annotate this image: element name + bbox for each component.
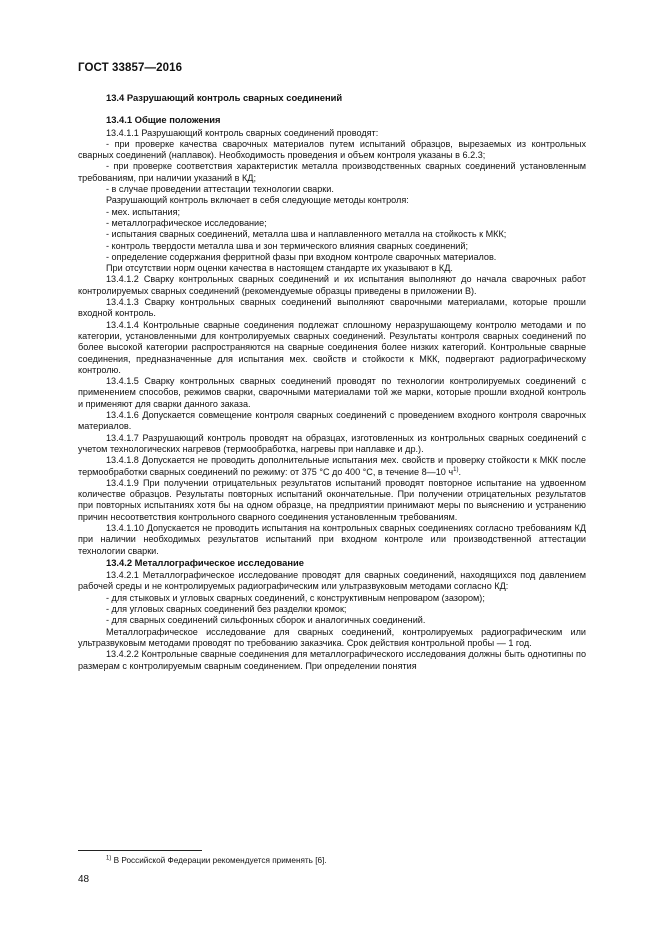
paragraph-group-metallography [78, 570, 586, 672]
paragraph-text: - мех. испытания; [106, 206, 181, 217]
footnote-text: В Российской Федерации рекомендуется применять [6]. [111, 856, 327, 865]
paragraph-tail: . [458, 466, 461, 477]
paragraph [78, 410, 586, 433]
paragraph-text: - для стыковых и угловых сварных соединений, с конструктивным непроваром (зазором); [106, 592, 485, 603]
paragraph [78, 649, 586, 672]
paragraph-text: - для угловых сварных соединений без разделки кромок; [106, 604, 347, 615]
list-item [78, 241, 586, 252]
paragraph [78, 478, 586, 523]
paragraph-text: При отсутствии норм оценки качества в настоящем стандарте их указывают в КД. [106, 263, 453, 274]
paragraph [78, 570, 586, 593]
paragraph [78, 627, 586, 650]
paragraph [78, 297, 586, 320]
paragraph-text: 13.4.1.7 Разрушающий контроль проводят на образцах, изготовленных из контрольных сварных соединений с учетом технологических нагревов (термообработка, нагревы при наплавке и др.). [78, 432, 586, 454]
footnote [78, 856, 586, 866]
paragraph [78, 274, 586, 297]
list-item [78, 604, 586, 615]
standard-header: ГОСТ 33857—2016 [78, 62, 183, 74]
list-item [78, 593, 586, 604]
list-item [78, 161, 586, 184]
paragraph-text: 13.4.2.2 Контрольные сварные соединения для металлографического исследования должны быть однотипны по размерам с контролируемым сварным соединением. При определении понятия [78, 649, 586, 671]
paragraph-text: Разрушающий контроль включает в себя следующие методы контроля: [106, 195, 409, 206]
list-item [78, 218, 586, 229]
footnote-reference: 1) [453, 466, 459, 473]
footnote-marker: 1) [106, 855, 112, 862]
document-body [78, 92, 586, 672]
list-item [78, 207, 586, 218]
list-item [78, 615, 586, 626]
paragraph [78, 195, 586, 206]
page-number: 48 [78, 874, 90, 885]
paragraph-text: - в случае проведении аттестации технологии сварки. [106, 184, 334, 195]
paragraph-text: - металлографическое исследование; [106, 217, 267, 228]
section-heading: 13.4 Разрушающий контроль сварных соединений [106, 92, 343, 103]
paragraph-text: - при проверке качества сварочных материалов путем испытаний образцов, вырезаемых из контрольных сварных соединений (наплавок). Необходимость проведения и объем контроля указаны в 6.2.3; [78, 138, 586, 161]
paragraph-group-general [78, 128, 586, 557]
paragraph [78, 523, 586, 557]
paragraph-text: 13.4.2.1 Металлографическое исследование проводят для сварных соединений, находящихся под давлением рабочей среды и не контролируемых радиографическим или ультразвуковым методами согласно КД: [78, 570, 586, 592]
paragraph [78, 320, 586, 376]
list-item [78, 184, 586, 195]
paragraph [78, 376, 586, 410]
paragraph [78, 263, 586, 274]
paragraph-text: 13.4.1.1 Разрушающий контроль сварных соединений проводят: [106, 127, 379, 138]
list-item [78, 229, 586, 240]
subsection-heading-metallography: 13.4.2 Металлографическое исследование [106, 556, 304, 568]
paragraph-text: 13.4.1.6 Допускается совмещение контроля сварных соединений с проведением входного контроля сварочных материалов. [78, 410, 586, 432]
list-item [78, 252, 586, 263]
footnote-separator [78, 850, 202, 851]
list-item [78, 139, 586, 162]
paragraph-text: 13.4.1.4 Контрольные сварные соединения подлежат сплошному неразрушающему контролю методами и по категории, установленными для контролируемых сварных соединений. Результаты контроля сварных соединений по более высокой категории распространяются на сварные соединения более низких категорий. Контрольные сварные соединения, предназначенные для испытания мех. свойств и стойкости к МКК, подвергают радиографическому контролю. [78, 319, 586, 375]
paragraph-text: 13.4.1.8 Допускается не проводить дополнительные испытания мех. свойств и проверку стойкости к МКК после термообработки сварных соединений по режиму: от 375 °С до 400 °С, в течение 8—10 ч [78, 455, 586, 477]
paragraph-text: 13.4.1.9 При получении отрицательных результатов испытаний проводят повторное испытание на удвоенном количестве образцов. Результаты повторных испытаний окончательные. При получении отрицательных результатов при повторных испытаниях хотя бы на одном образце, на предприятии принимают меры по выяснению и устранению причин несоответствия контрольного сварного соединения установленным требованиям. [78, 477, 586, 522]
paragraph-text: 13.4.1.10 Допускается не проводить испытания на контрольных сварных соединениях согласно требованиям КД при наличии необходимых результатов испытаний при входном контроле или производственной аттестации технологии сварки. [78, 522, 586, 556]
paragraph-text: 13.4.1.3 Сварку контрольных сварных соединений выполняют сварочными материалами, которые прошли входной контроль. [78, 297, 586, 319]
paragraph [78, 433, 586, 456]
paragraph-text: 13.4.1.5 Сварку контрольных сварных соединений проводят по технологии контролируемых соединений с применением способов, режимов сварки, сварочными материалами той же марки, которые прошли входной контроль и применяют для сварки данного заказа. [78, 376, 586, 409]
paragraph-text: Металлографическое исследование для сварных соединений, контролируемых радиографическим или ультразвуковым методами проводят по требованию заказчика. Срок действия контрольной пробы — 1 год. [78, 626, 586, 648]
paragraph-text: - контроль твердости металла шва и зон термического влияния сварных соединений; [106, 240, 468, 251]
paragraph-text: 13.4.1.2 Сварку контрольных сварных соединений и их испытания выполняют до начала сварочных работ контролируемых сварных соединений (рекомендуемые образцы приведены в приложении В). [78, 274, 586, 296]
paragraph [78, 128, 586, 139]
paragraph [78, 455, 586, 478]
paragraph-text: - определение содержания ферритной фазы при входном контроле сварочных материалов. [106, 251, 497, 262]
subsection-heading-general: 13.4.1 Общие положения [106, 114, 221, 126]
paragraph-text: - для сварных соединений сильфонных сборок и аналогичных соединений. [106, 615, 426, 626]
paragraph-text: - испытания сварных соединений, металла шва и наплавленного металла на стойкость к МКК; [106, 229, 507, 240]
paragraph-text: - при проверке соответствия характеристик металла производственных сварных соединений установленным требованиям, при наличии указаний в КД; [78, 161, 586, 183]
